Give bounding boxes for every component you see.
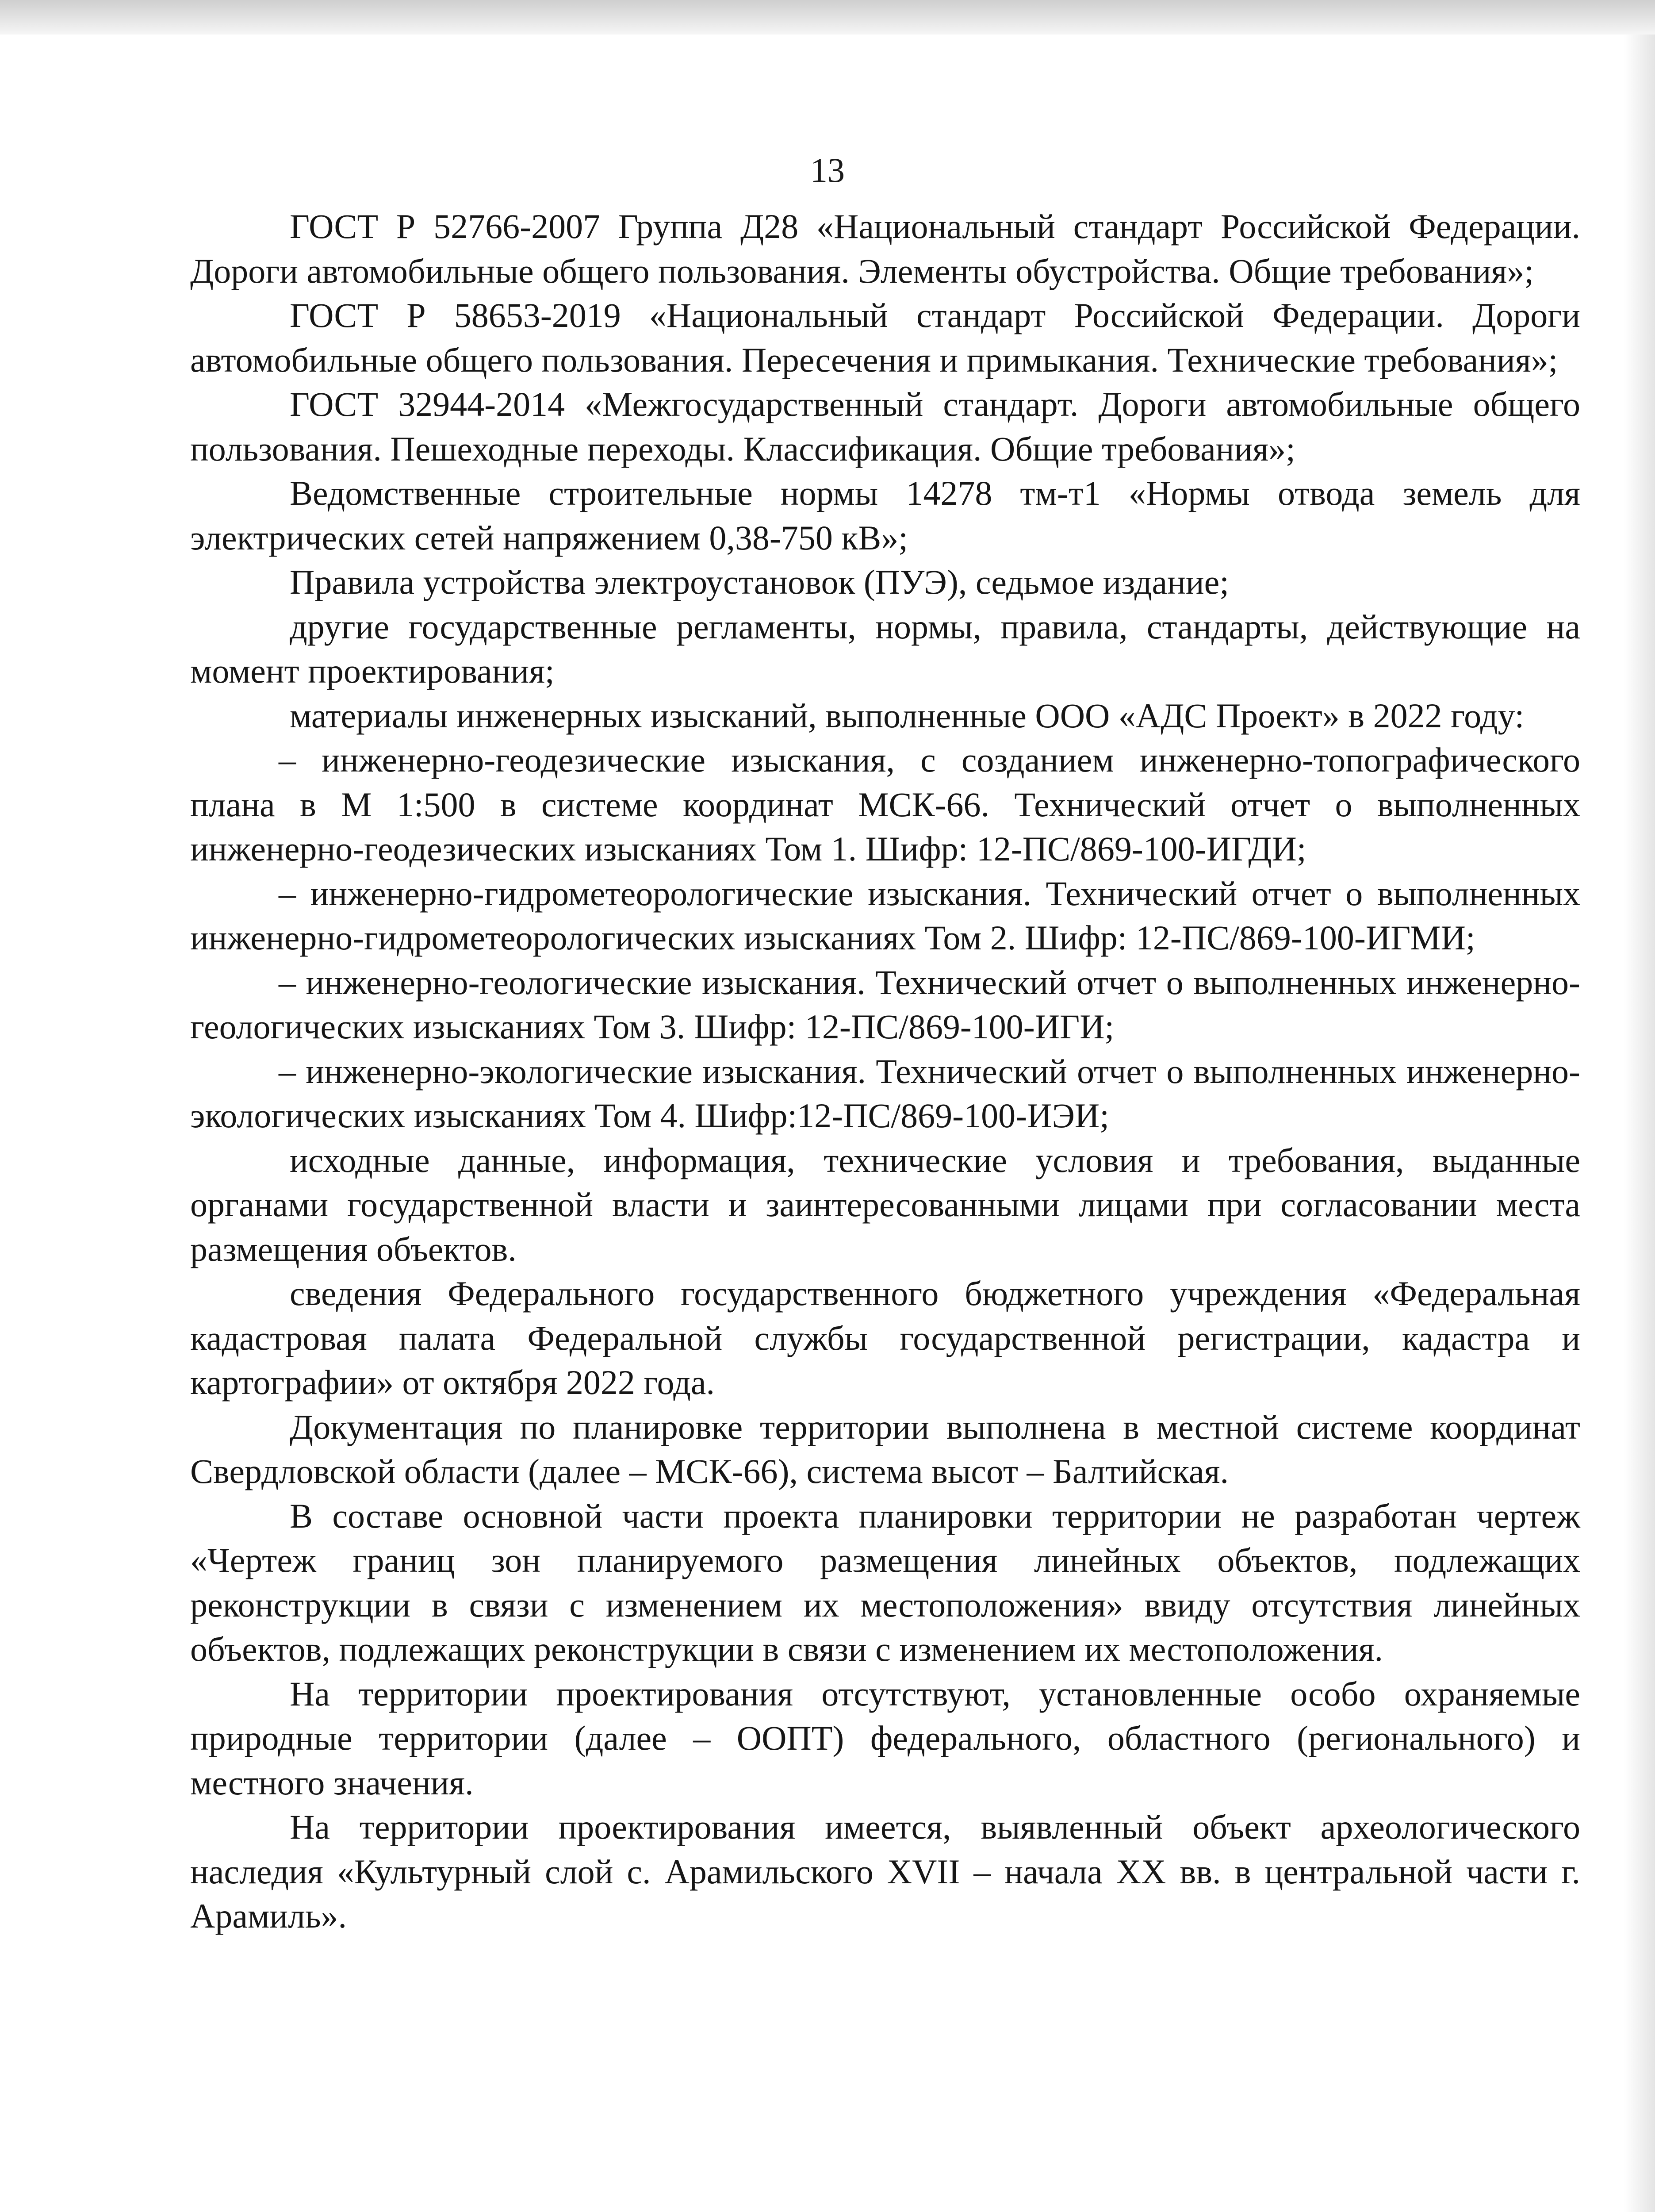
paragraph-source-data: исходные данные, информация, технические условия и требования, выданные органами государственной власти и заинтересованными лицами при согласовании места размещения объектов.	[190, 1141, 1580, 1268]
paragraph-vsn-14278: Ведомственные строительные нормы 14278 тм-т1 «Нормы отвода земель для электрических сетей напряжением 0,38-750 кВ»;	[190, 474, 1580, 557]
paragraph-gost-52766: ГОСТ Р 52766-2007 Группа Д28 «Национальный стандарт Российской Федерации. Дороги автомобильные общего пользования. Элементы обустройства. Общие требования»;	[190, 207, 1580, 290]
paragraph-cadastral-info: сведения Федерального государственного бюджетного учреждения «Федеральная кадастровая палата Федеральной службы государственной регистрации, кадастра и картографии» от октября 2022 года.	[190, 1274, 1580, 1402]
paragraph-protected-areas: На территории проектирования отсутствуют, установленные особо охраняемые природные территории (далее – ООПТ) федерального, областного (регионального) и местного значения.	[190, 1674, 1580, 1802]
survey-item-hydrometeorological: – инженерно-гидрометеорологические изыскания. Технический отчет о выполненных инженерно-гидрометеорологических изысканиях Том 2. Шифр: 12-ПС/869-100-ИГМИ;	[190, 874, 1580, 957]
survey-item-geological: – инженерно-геологические изыскания. Технический отчет о выполненных инженерно-геологических изысканиях Том 3. Шифр: 12-ПС/869-100-ИГИ;	[190, 963, 1580, 1046]
paragraph-drawing-note: В составе основной части проекта планировки территории не разработан чертеж «Чертеж границ зон планируемого размещения линейных объектов, подлежащих реконструкции в связи с изменением их местоположения» ввиду отсутствия линейных объектов, подлежащих реконструкции в связи с изменением их местоположения.	[190, 1496, 1580, 1668]
paragraph-survey-materials: материалы инженерных изысканий, выполненные ООО «АДС Проект» в 2022 году:	[290, 696, 1525, 735]
document-body	[190, 204, 1580, 1939]
scan-right-edge	[1624, 35, 1655, 2212]
paragraph-pue: Правила устройства электроустановок (ПУЭ), седьмое издание;	[290, 563, 1229, 601]
paragraph-coordinate-system: Документация по планировке территории выполнена в местной системе координат Свердловской области (далее – МСК-66), система высот – Балтийская.	[190, 1407, 1580, 1490]
paragraph-gost-58653: ГОСТ Р 58653-2019 «Национальный стандарт Российской Федерации. Дороги автомобильные общего пользования. Пересечения и примыкания. Технические требования»;	[190, 296, 1580, 379]
scan-top-edge	[0, 0, 1655, 35]
page-number: 13	[810, 151, 845, 189]
paragraph-other-regulations: другие государственные регламенты, нормы, правила, стандарты, действующие на момент проектирования;	[190, 607, 1580, 690]
paragraph-archaeological-heritage: На территории проектирования имеется, выявленный объект археологического наследия «Культурный слой с. Арамильского XVII – начала XX вв. в центральной части г. Арамиль».	[190, 1808, 1580, 1935]
survey-item-ecological: – инженерно-экологические изыскания. Технический отчет о выполненных инженерно-экологических изысканиях Том 4. Шифр:12-ПС/869-100-ИЭИ;	[190, 1052, 1580, 1135]
paragraph-gost-32944: ГОСТ 32944-2014 «Межгосударственный стандарт. Дороги автомобильные общего пользования. Пешеходные переходы. Классификация. Общие требования»;	[190, 385, 1580, 468]
survey-item-geodetic: – инженерно-геодезические изыскания, с созданием инженерно-топографического плана в М 1:500 в системе координат МСК-66. Технический отчет о выполненных инженерно-геодезических изысканиях Том 1. Шифр: 12-ПС/869-100-ИГДИ;	[190, 741, 1580, 868]
